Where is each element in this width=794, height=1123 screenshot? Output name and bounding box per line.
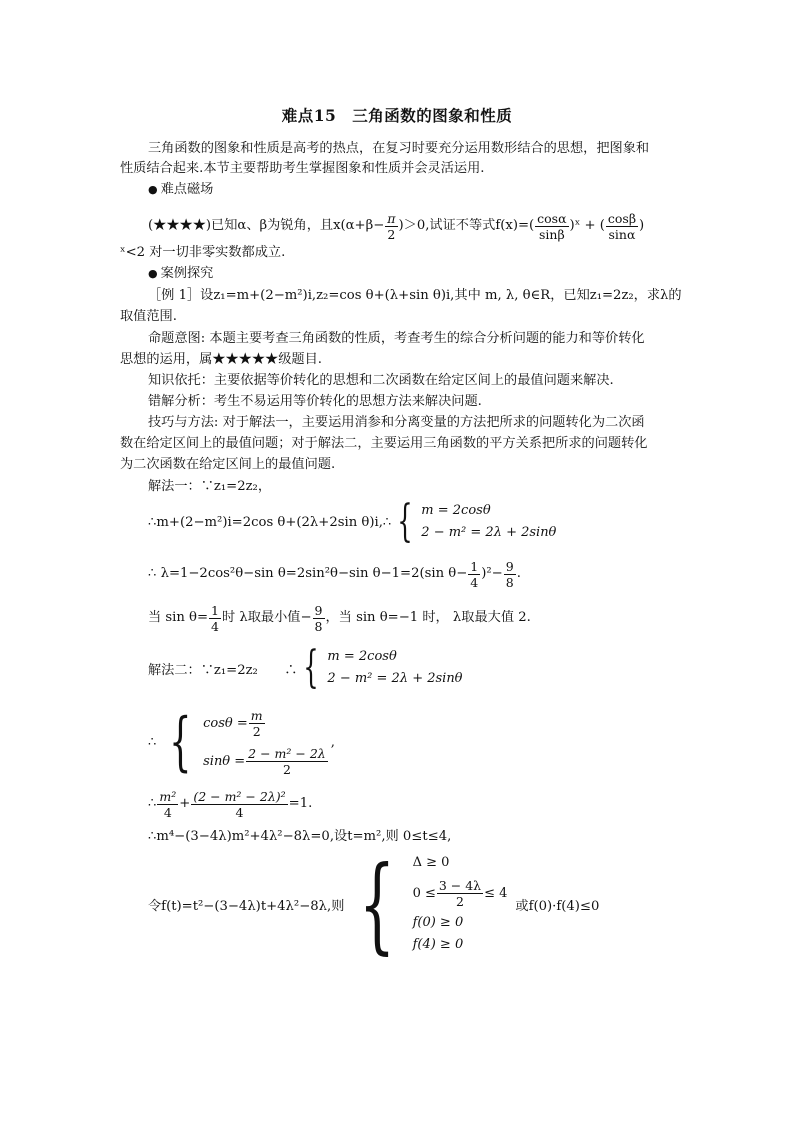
solution-2-trig-system: ∴ { cosθ = $\frac{m}{2}$ sinθ = $\frac{\text{2 − m² − 2λ}}{2}$ , [148, 705, 335, 779]
fraction: $\frac{\text{2 − m² − 2λ}}{2}$ [248, 745, 326, 777]
fraction: $\frac{3 - 4\lambda}{2}$ [438, 877, 482, 909]
fraction: $\frac{\cos\beta}{\sin\alpha}$ [607, 210, 637, 242]
brace: { [359, 843, 396, 965]
fraction: $\frac{9}{8}$ [314, 602, 323, 634]
section-heading-1: ● 难点磁场 [148, 182, 214, 197]
method-line-3: 为二次函数在给定区间上的最值问题. [120, 457, 336, 472]
section-heading-2: ● 案例探究 [148, 266, 214, 281]
problem-line-2: ˣ<2 对一切非零实数都成立. [120, 245, 286, 260]
intro-line-1: 三角函数的图象和性质是高考的热点，在复习时要充分运用数形结合的思想，把图象和 [148, 141, 650, 156]
sin-equation: sinθ = $\frac{\text{2 − m² − 2λ}}{2}$ [203, 745, 326, 777]
brace: { [169, 705, 192, 779]
solution-1-system: ∴m+(2−m²)i=2cos θ+(2λ+2sin θ)i,∴ { m = 2cosθ 2 − m² = 2λ + 2sinθ [148, 496, 557, 547]
solution-2-quartic: ∴m⁴−(3−4λ)m²+4λ²−8λ=0,设t=m²,则 0≤t≤4, [148, 829, 452, 844]
fraction: $\frac{1}{4}$ [211, 602, 219, 634]
intent-line-1: 命题意图: 本题主要考查三角函数的性质，考查考生的综合分析问题的能力和等价转化 [148, 331, 645, 346]
page-title: 难点15 三角函数的图象和性质 [281, 106, 513, 125]
fraction: $\frac{\cos\alpha}{\sin\beta}$ [537, 210, 567, 242]
solution-2-conditions: 令f(t)=t²−(3−4λ)t+4λ²−8λ,则 { Δ ≥ 0 0 ≤ $\frac{3 - 4\lambda}{2}$ ≤ 4 f(0) ≥ 0 f(4) ≥ 0 或f(0)·f(4)≤0 [148, 843, 600, 965]
example-line-1: ［例 1］设z₁=m+(2−m²)i,z₂=cos θ+(λ+sin θ)i,其中 m, λ, θ∈R，已知z₁=2z₂，求λ的 [148, 288, 682, 303]
solution-2-system: 解法二：∵z₁=2z₂ ∴ { m = 2cosθ 2 − m² = 2λ + 2sinθ [148, 642, 463, 693]
example-line-2: 取值范围. [120, 309, 177, 324]
method-line-2: 数在给定区间上的最值问题；对于解法二，主要运用三角函数的平方关系把所求的问题转化 [120, 436, 648, 451]
brace: { [397, 496, 413, 547]
solution-1-heading: 解法一：∵z₁=2z₂， [148, 479, 272, 494]
fraction: $\frac{9}{8}$ [505, 558, 514, 590]
problem-statement: (★★★★)已知α、β为锐角，且x(α+β− $\frac{\pi}{2}$ )＞0,试证不等式f(x)=( $\frac{\cos\alpha}{\sin\beta}$ )ˣ + ( $\frac{\cos\beta}{\sin\alpha}$ ) [148, 210, 645, 242]
method-line-1: 技巧与方法: 对于解法一，主要运用消参和分离变量的方法把所求的问题转化为二次函 [148, 415, 645, 430]
intent-line-2: 思想的运用，属★★★★★级题目. [120, 352, 323, 367]
knowledge-line: 知识依托：主要依据等价转化的思想和二次函数在给定区间上的最值问题来解决. [148, 373, 614, 388]
solution-1-extremes: 当 sin θ= $\frac{1}{4}$ 时 λ取最小值− $\frac{9}{8}$ ，当 sin θ=−1 时， λ取最大值 2. [148, 602, 531, 634]
bullet-icon: ● [148, 267, 158, 280]
fraction: $\frac{\text{m²}}{4}$ [159, 788, 177, 820]
solution-2-identity: ∴ $\frac{\text{m²}}{4}$ + $\frac{\text{(2 − m² − 2λ)²}}{4}$ =1. [148, 788, 313, 820]
solution-1-lambda: ∴ λ=1−2cos²θ−sin θ=2sin²θ−sin θ−1=2(sin θ− $\frac{1}{4}$ )²− $\frac{9}{8}$ . [148, 558, 521, 590]
brace: { [303, 642, 320, 693]
intro-line-2: 性质结合起来.本节主要帮助考生掌握图象和性质并会灵活运用. [120, 161, 485, 176]
fraction: $\frac{1}{4}$ [470, 558, 479, 590]
error-line: 错解分析：考生不易运用等价转化的思想方法来解决问题. [148, 394, 482, 409]
range-condition: 0 ≤ $\frac{3 - 4\lambda}{2}$ ≤ 4 [412, 877, 508, 909]
fraction: $\frac{\pi}{2}$ [387, 210, 396, 242]
cos-equation: cosθ = $\frac{m}{2}$ [203, 707, 263, 739]
bullet-icon: ● [148, 183, 158, 196]
fraction: $\frac{\text{(2 − m² − 2λ)²}}{4}$ [193, 788, 286, 820]
fraction: $\frac{m}{2}$ [250, 707, 263, 739]
